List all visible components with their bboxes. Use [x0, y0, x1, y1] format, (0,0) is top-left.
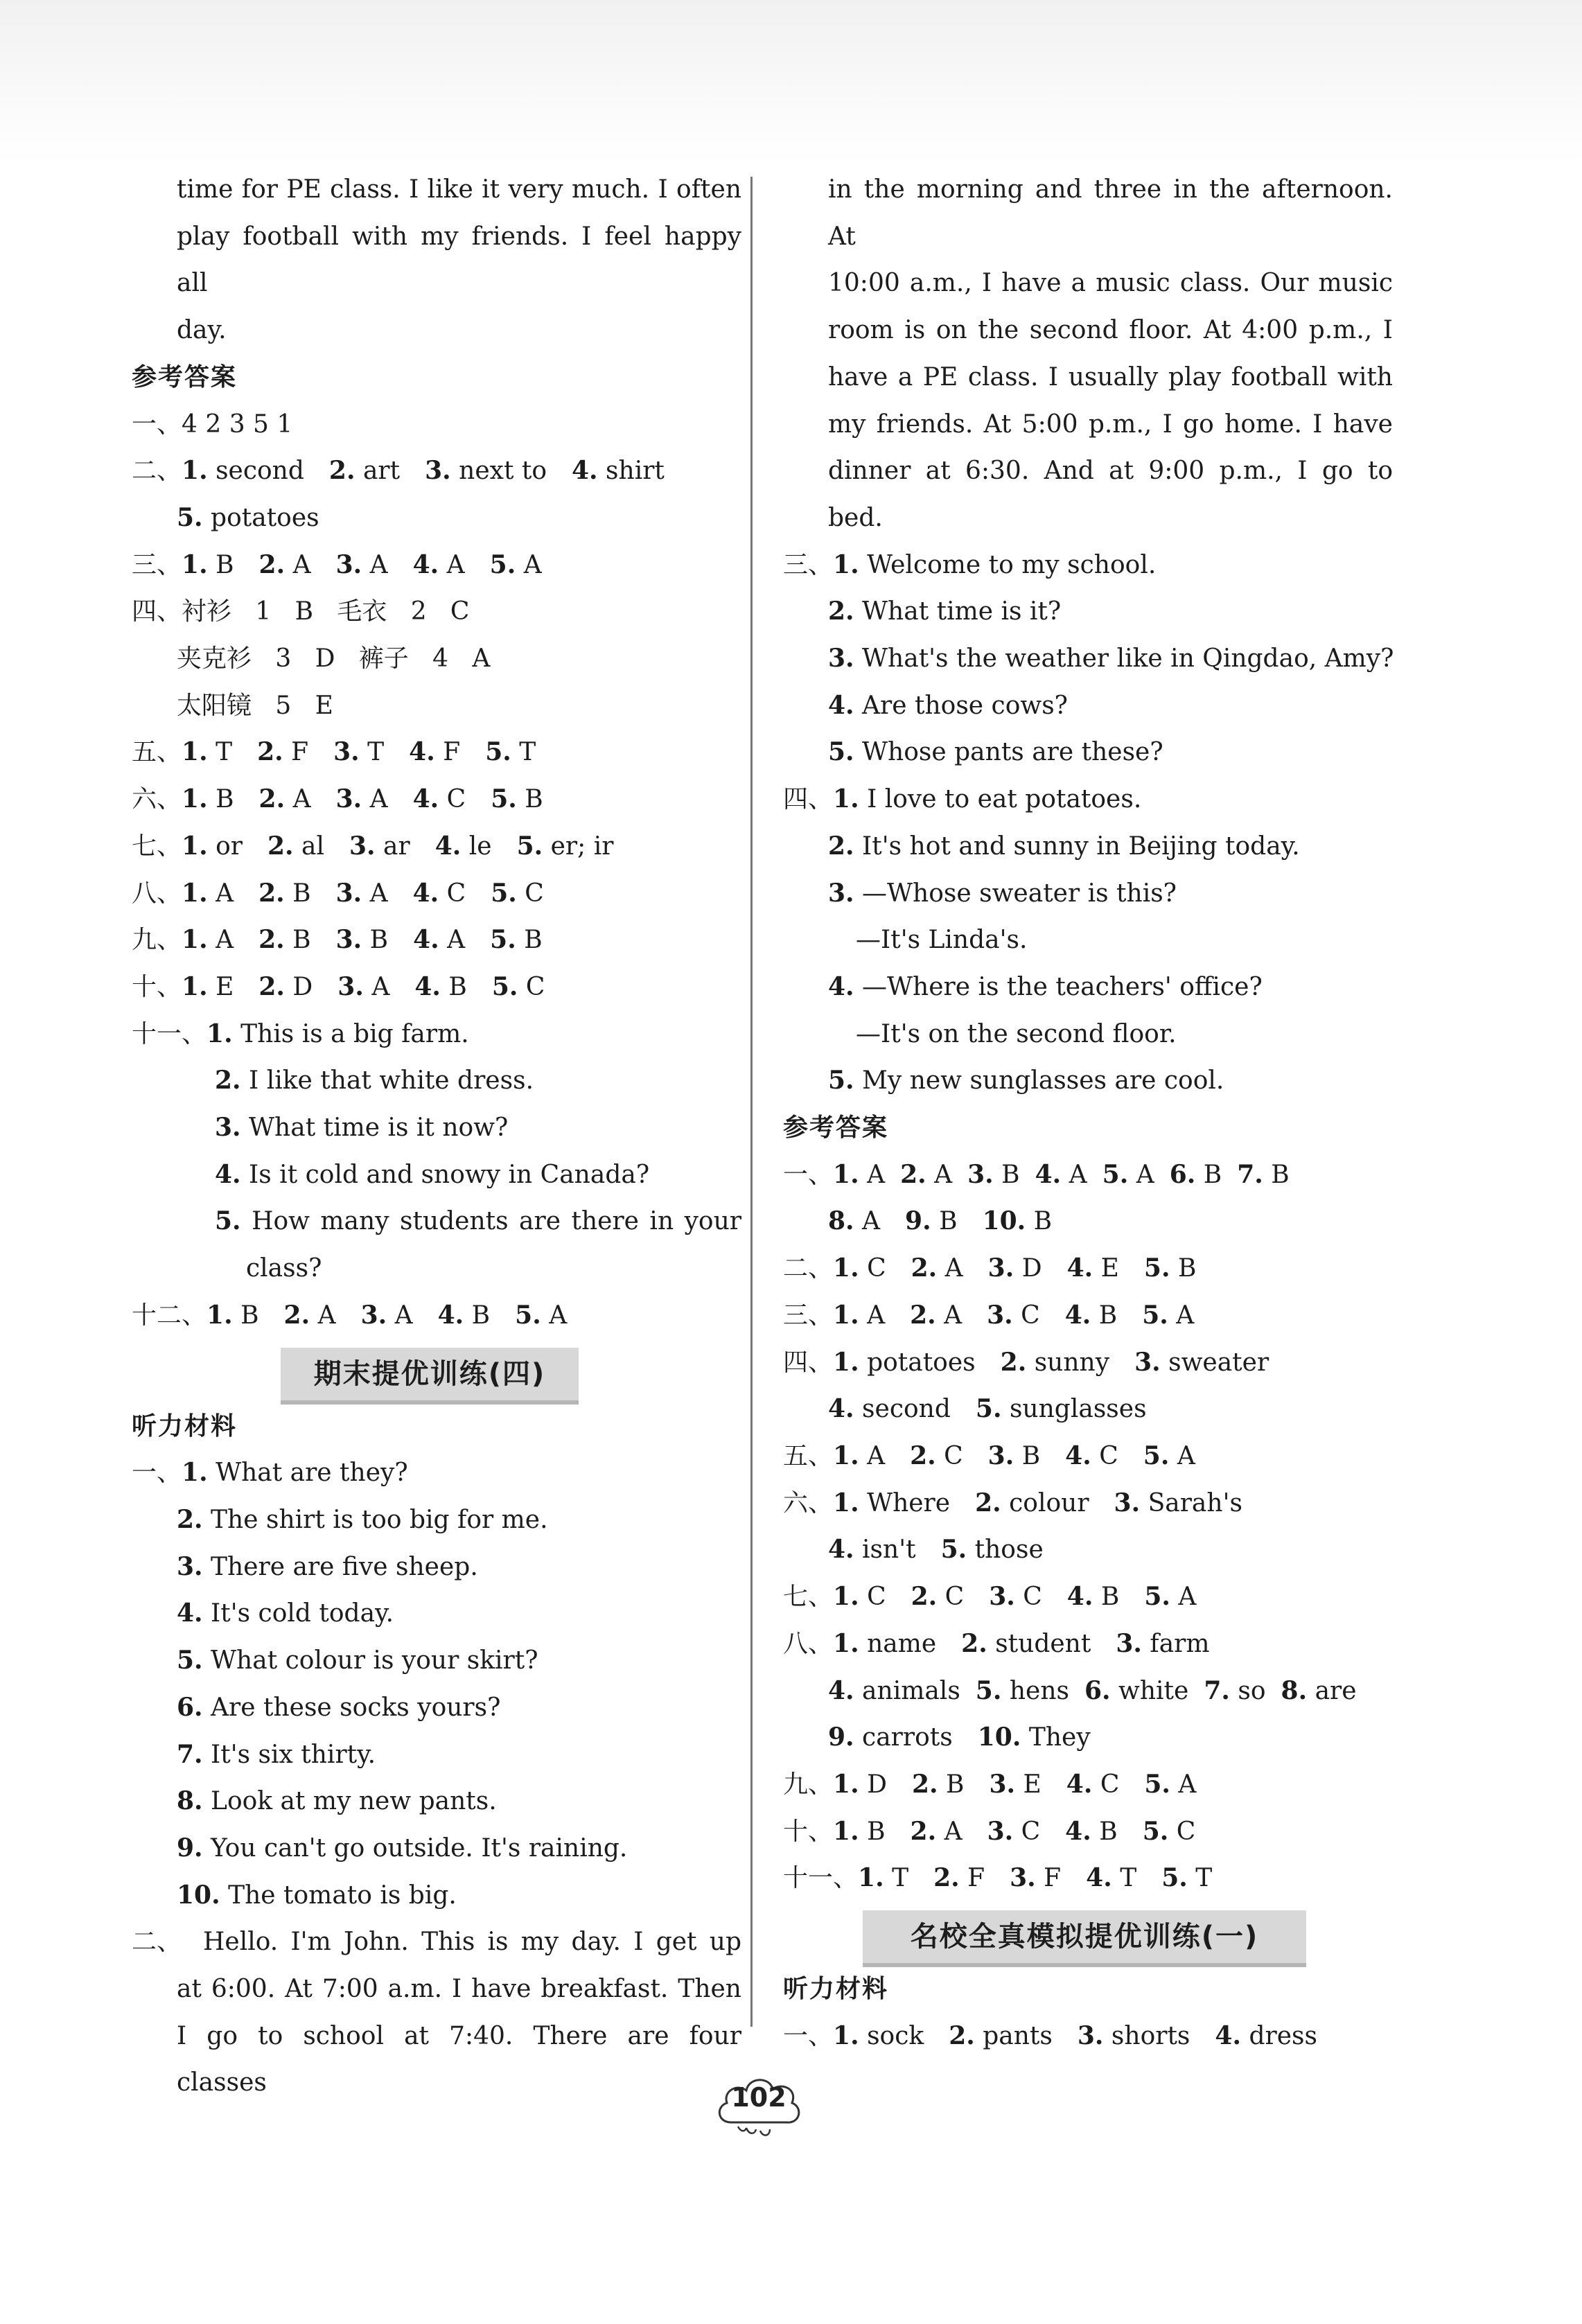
answer-row-11-cont: 5. How many students are there in your: [215, 1206, 741, 1236]
listening-row-2: 二、 Hello. I'm John. This is my day. I get up: [132, 1928, 741, 1957]
answer-row-10: 十、1. E 2. D 3. A 4. B 5. C: [132, 971, 545, 1001]
listening-row-3: 三、1. Welcome to my school.: [783, 549, 1157, 579]
answers-heading: 参考答案: [132, 362, 238, 391]
answer-row-1: 一、1. A 2. A 3. B 4. A 5. A 6. B 7. B: [783, 1159, 1290, 1189]
answer-row-9: 九、1. A 2. B 3. B 4. A 5. B: [132, 925, 543, 955]
passage-line: at 6:00. At 7:00 a.m. I have breakfast. Then: [177, 1975, 741, 2004]
answer-row-4-cont: 4. second 5. sunglasses: [828, 1394, 1147, 1424]
passage-line: time for PE class. I like it very much. I often: [177, 175, 741, 204]
listening-item: 5. Whose pants are these?: [828, 737, 1163, 767]
answer-row-8-cont: 4. animals 5. hens 6. white 7. so 8. are: [828, 1675, 1357, 1705]
listening-item: 8. Look at my new pants.: [177, 1786, 497, 1816]
passage-line: dinner at 6:30. And at 9:00 p.m., I go to: [828, 457, 1393, 486]
answer-row-4: 四、1. potatoes 2. sunny 3. sweater: [783, 1347, 1269, 1377]
answer-row-8-cont: 9. carrots 10. They: [828, 1723, 1091, 1752]
listening-item: 3. There are five sheep.: [177, 1551, 478, 1581]
column-divider: [750, 177, 753, 2027]
answer-row-6-cont: 4. isn't 5. those: [828, 1535, 1044, 1565]
answer-row-7: 七、1. C 2. C 3. C 4. B 5. A: [783, 1582, 1197, 1612]
answer-row-6: 六、1. B 2. A 3. A 4. C 5. B: [132, 784, 543, 814]
answer-row-10: 十、1. B 2. A 3. C 4. B 5. C: [783, 1816, 1196, 1846]
listening-row-1: 一、1. sock 2. pants 3. shorts 4. dress: [783, 2021, 1317, 2050]
answer-row-4: 四、衬衫 1 B 毛衣 2 C: [132, 597, 470, 626]
passage-line: play football with my friends. I feel happy all: [177, 222, 741, 298]
listening-item: 4. Are those cows?: [828, 690, 1068, 720]
section-banner-wrap: [132, 1339, 741, 1403]
section-banner-wrap: [783, 1902, 1393, 1966]
answer-row-11-cont: 2. I like that white dress.: [215, 1066, 534, 1095]
answer-row-9: 九、1. D 2. B 3. E 4. C 5. A: [783, 1769, 1197, 1799]
answer-row-2: 二、1. second 2. art 3. next to 4. shirt: [132, 456, 665, 486]
answer-row-5: 五、1. A 2. C 3. B 4. C 5. A: [783, 1441, 1195, 1470]
passage-line: 10:00 a.m., I have a music class. Our music: [828, 269, 1393, 298]
answer-row-8: 八、1. name 2. student 3. farm: [783, 1628, 1210, 1658]
page-number-badge: [710, 2068, 807, 2145]
answer-row-1: 一、4 2 3 5 1: [132, 410, 293, 439]
answer-row-11-cont: 3. What time is it now?: [215, 1113, 509, 1143]
listening-heading: 听力材料: [132, 1411, 238, 1441]
scan-top-band: [0, 0, 1582, 163]
listening-item: 4. —Where is the teachers' office?: [828, 971, 1263, 1001]
listening-item: 2. The shirt is too big for me.: [177, 1504, 548, 1534]
answers-heading: 参考答案: [783, 1113, 889, 1143]
answer-row-8: 八、1. A 2. B 3. A 4. C 5. C: [132, 878, 544, 908]
answer-row-3: 三、1. A 2. A 3. C 4. B 5. A: [783, 1300, 1195, 1330]
section-banner: 期末提优训练(四): [281, 1348, 579, 1405]
answer-row-11: 十一、1. This is a big farm.: [132, 1019, 469, 1048]
answer-row-2-cont: 5. potatoes: [177, 502, 319, 532]
listening-item: 7. It's six thirty.: [177, 1739, 376, 1769]
answer-row-2: 二、1. C 2. A 3. D 4. E 5. B: [783, 1253, 1197, 1283]
passage-line: bed.: [828, 503, 883, 532]
answer-row-6: 六、1. Where 2. colour 3. Sarah's: [783, 1488, 1242, 1517]
listening-item-cont: —It's Linda's.: [856, 926, 1028, 955]
answer-row-11-cont: class?: [246, 1254, 322, 1283]
passage-line: my friends. At 5:00 p.m., I go home. I have: [828, 410, 1393, 439]
section-banner: 名校全真模拟提优训练(一): [863, 1910, 1306, 1967]
answer-row-5: 五、1. T 2. F 3. T 4. F 5. T: [132, 737, 536, 767]
answer-row-11: 十一、1. T 2. F 3. F 4. T 5. T: [783, 1863, 1213, 1893]
listening-item: 2. It's hot and sunny in Beijing today.: [828, 831, 1300, 861]
answer-row-7: 七、1. or 2. al 3. ar 4. le 5. er; ir: [132, 831, 614, 861]
listening-row-1: 一、1. What are they?: [132, 1458, 408, 1488]
passage-line: I go to school at 7:40. There are four classes: [177, 2021, 741, 2097]
passage-line: in the morning and three in the afternoon. At: [828, 175, 1393, 251]
answer-row-1-cont: 8. A 9. B 10. B: [828, 1206, 1053, 1236]
answer-row-11-cont: 4. Is it cold and snowy in Canada?: [215, 1159, 650, 1189]
listening-item: 2. What time is it?: [828, 597, 1062, 626]
listening-heading: 听力材料: [783, 1975, 889, 2004]
answer-row-12: 十二、1. B 2. A 3. A 4. B 5. A: [132, 1300, 568, 1330]
page-number: 102: [731, 2082, 786, 2113]
answer-row-4-cont: 太阳镜 5 E: [177, 691, 333, 720]
listening-item: 3. —Whose sweater is this?: [828, 878, 1177, 908]
passage-line: have a PE class. I usually play football with: [828, 362, 1393, 391]
listening-item: 9. You can't go outside. It's raining.: [177, 1833, 628, 1863]
listening-item: 10. The tomato is big.: [177, 1880, 457, 1910]
right-column: [783, 166, 1393, 2065]
answer-row-3: 三、1. B 2. A 3. A 4. A 5. A: [132, 549, 542, 579]
listening-item: 6. Are these socks yours?: [177, 1692, 501, 1722]
listening-item: 5. What colour is your skirt?: [177, 1646, 538, 1675]
passage-line: room is on the second floor. At 4:00 p.m., I: [828, 316, 1393, 345]
listening-item-cont: —It's on the second floor.: [856, 1019, 1177, 1048]
left-column: [132, 166, 741, 2097]
listening-item: 3. What's the weather like in Qingdao, Amy?: [828, 644, 1394, 674]
passage-line: day.: [177, 316, 227, 345]
answer-row-4-cont: 夹克衫 3 D 裤子 4 A: [177, 644, 491, 674]
listening-item: 5. My new sunglasses are cool.: [828, 1066, 1224, 1095]
listening-row-4: 四、1. I love to eat potatoes.: [783, 784, 1142, 814]
listening-item: 4. It's cold today.: [177, 1599, 394, 1628]
